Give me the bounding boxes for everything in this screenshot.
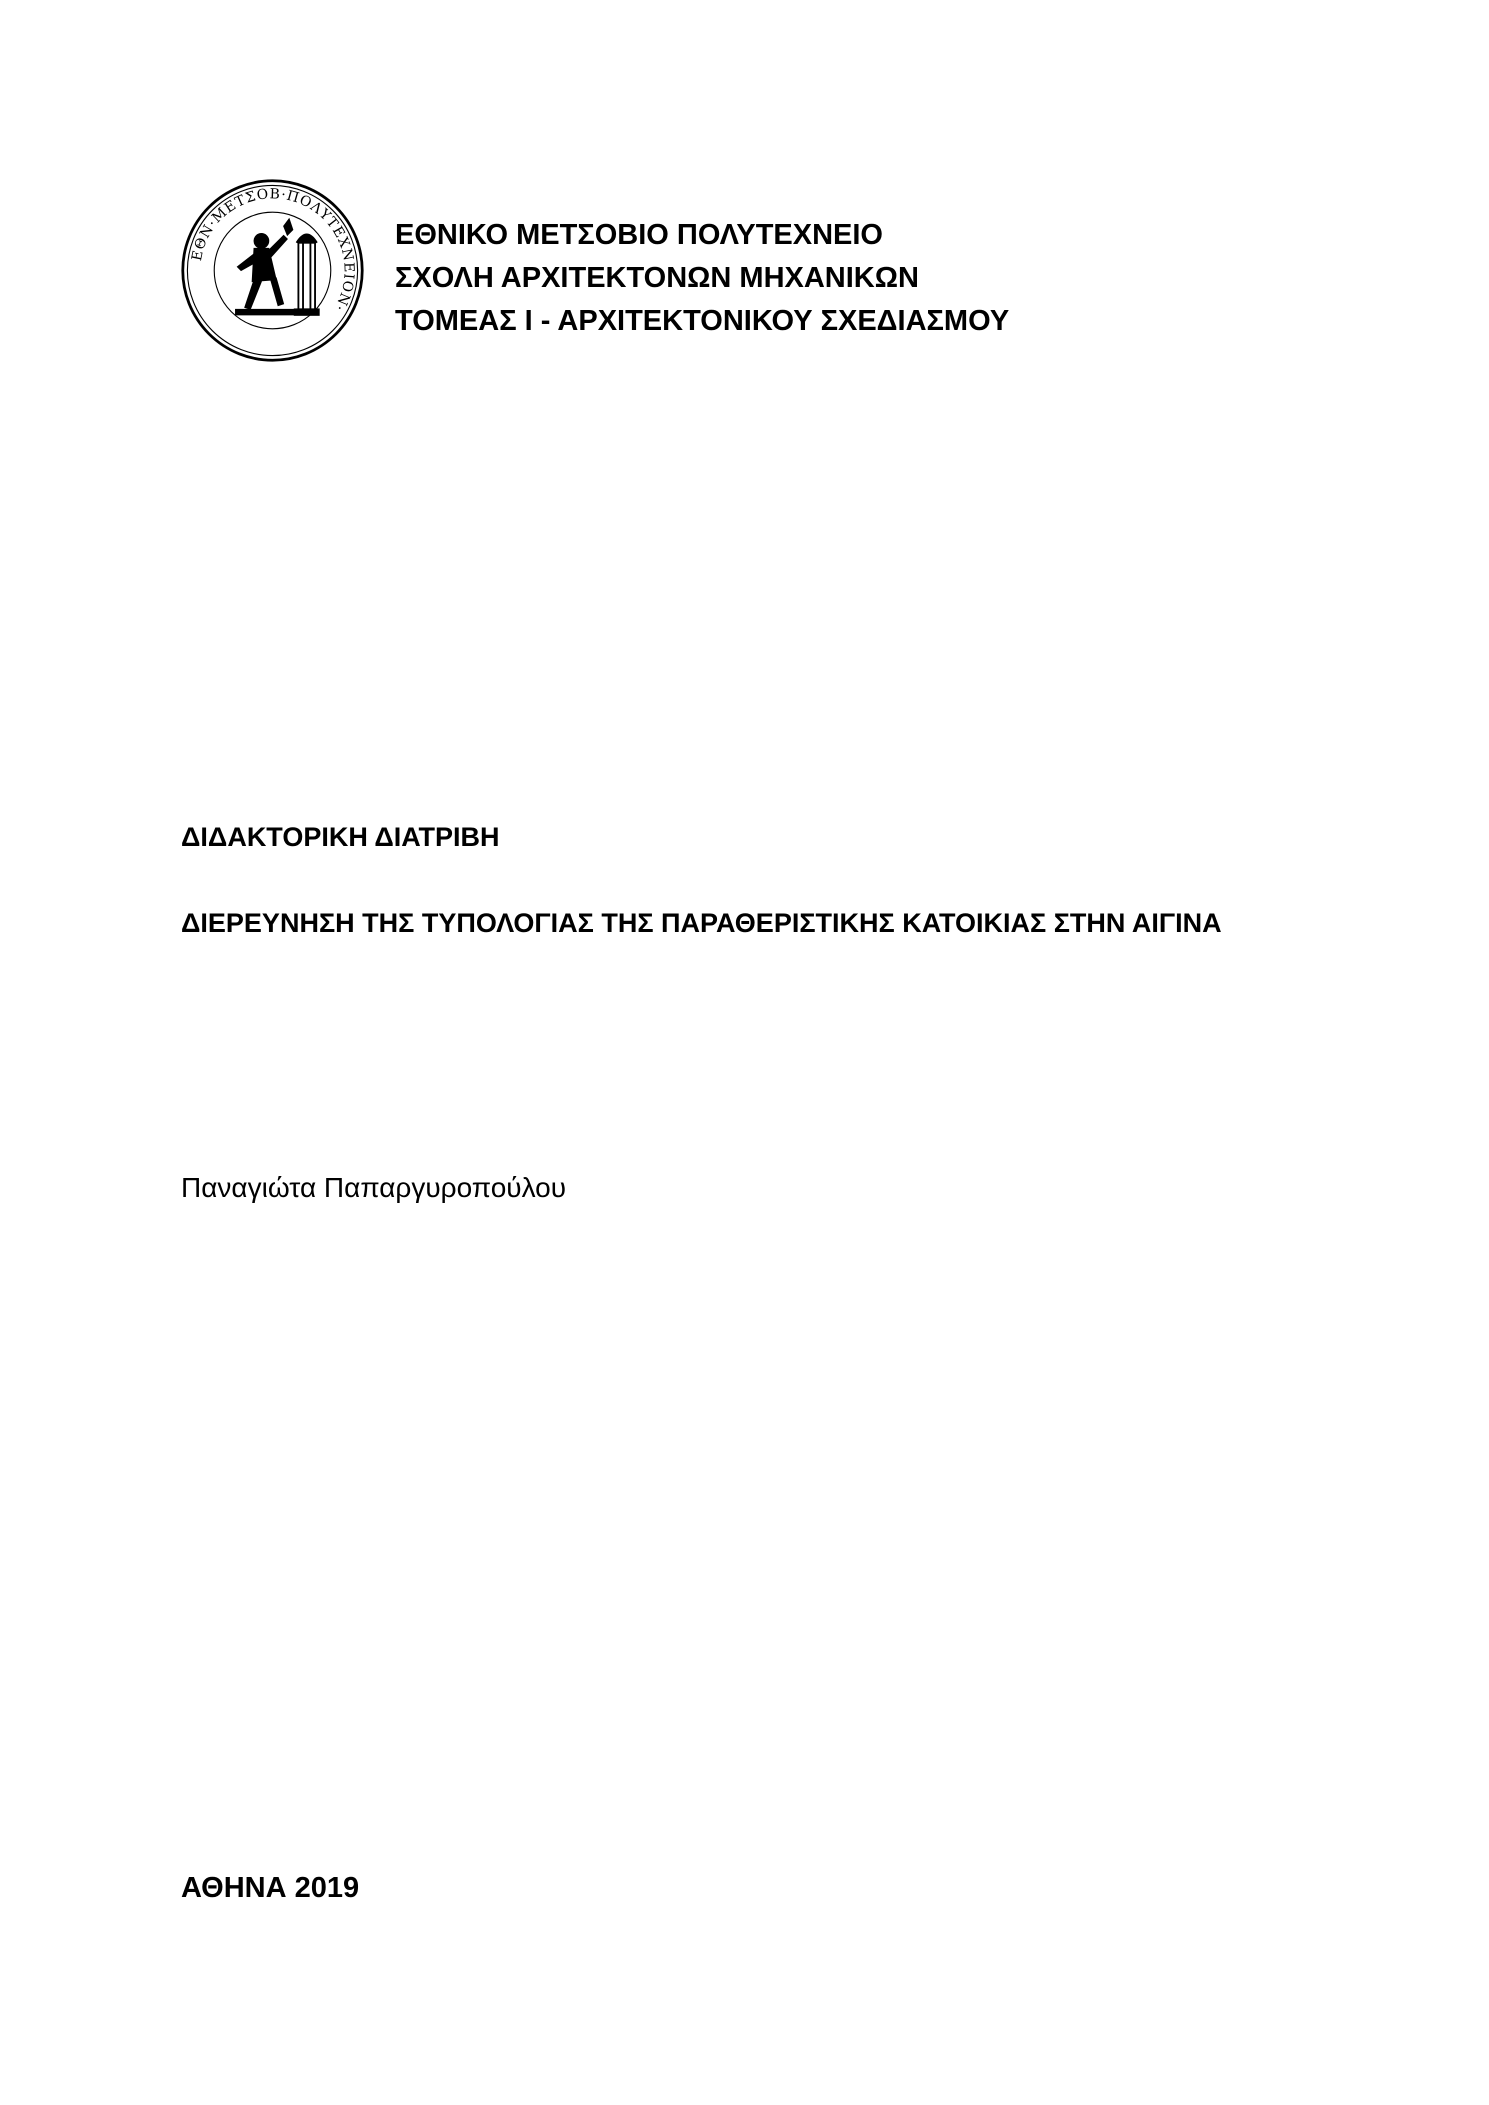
author-name: Παναγιώτα Παπαργυροπούλου <box>181 1172 567 1203</box>
department-name: ΤΟΜΕΑΣ Ι - ΑΡΧΙΤΕΚΤΟΝΙΚΟΥ ΣΧΕΔΙΑΣΜΟΥ <box>395 305 1010 337</box>
place-and-year: ΑΘΗΝΑ 2019 <box>181 1872 360 1904</box>
svg-text:ΕΘΝ·ΜΕΤΣΟΒ·ΠΟΛΥΤΕΧΝΕΙΟΝ·: ΕΘΝ·ΜΕΤΣΟΒ·ΠΟΛΥΤΕΧΝΕΙΟΝ· <box>188 186 357 315</box>
thesis-title: ΔΙΕΡΕΥΝΗΣΗ ΤΗΣ ΤΥΠΟΛΟΓΙΑΣ ΤΗΣ ΠΑΡΑΘΕΡΙΣΤΙΚΗΣ ΚΑΤΟΙΚΙΑΣ ΣΤΗΝ ΑΙΓΙΝΑ <box>181 908 1222 938</box>
university-name: ΕΘΝΙΚΟ ΜΕΤΣΟΒΙΟ ΠΟΛΥΤΕΧΝΕΙΟ <box>395 219 883 251</box>
institution-header <box>395 214 1009 343</box>
ntua-seal-icon <box>180 178 365 363</box>
document-type: ΔΙΔΑΚΤΟΡΙΚΗ ΔΙΑΤΡΙΒΗ <box>181 822 500 852</box>
school-name: ΣΧΟΛΗ ΑΡΧΙΤΕΚΤΟΝΩΝ ΜΗΧΑΝΙΚΩΝ <box>395 262 919 294</box>
